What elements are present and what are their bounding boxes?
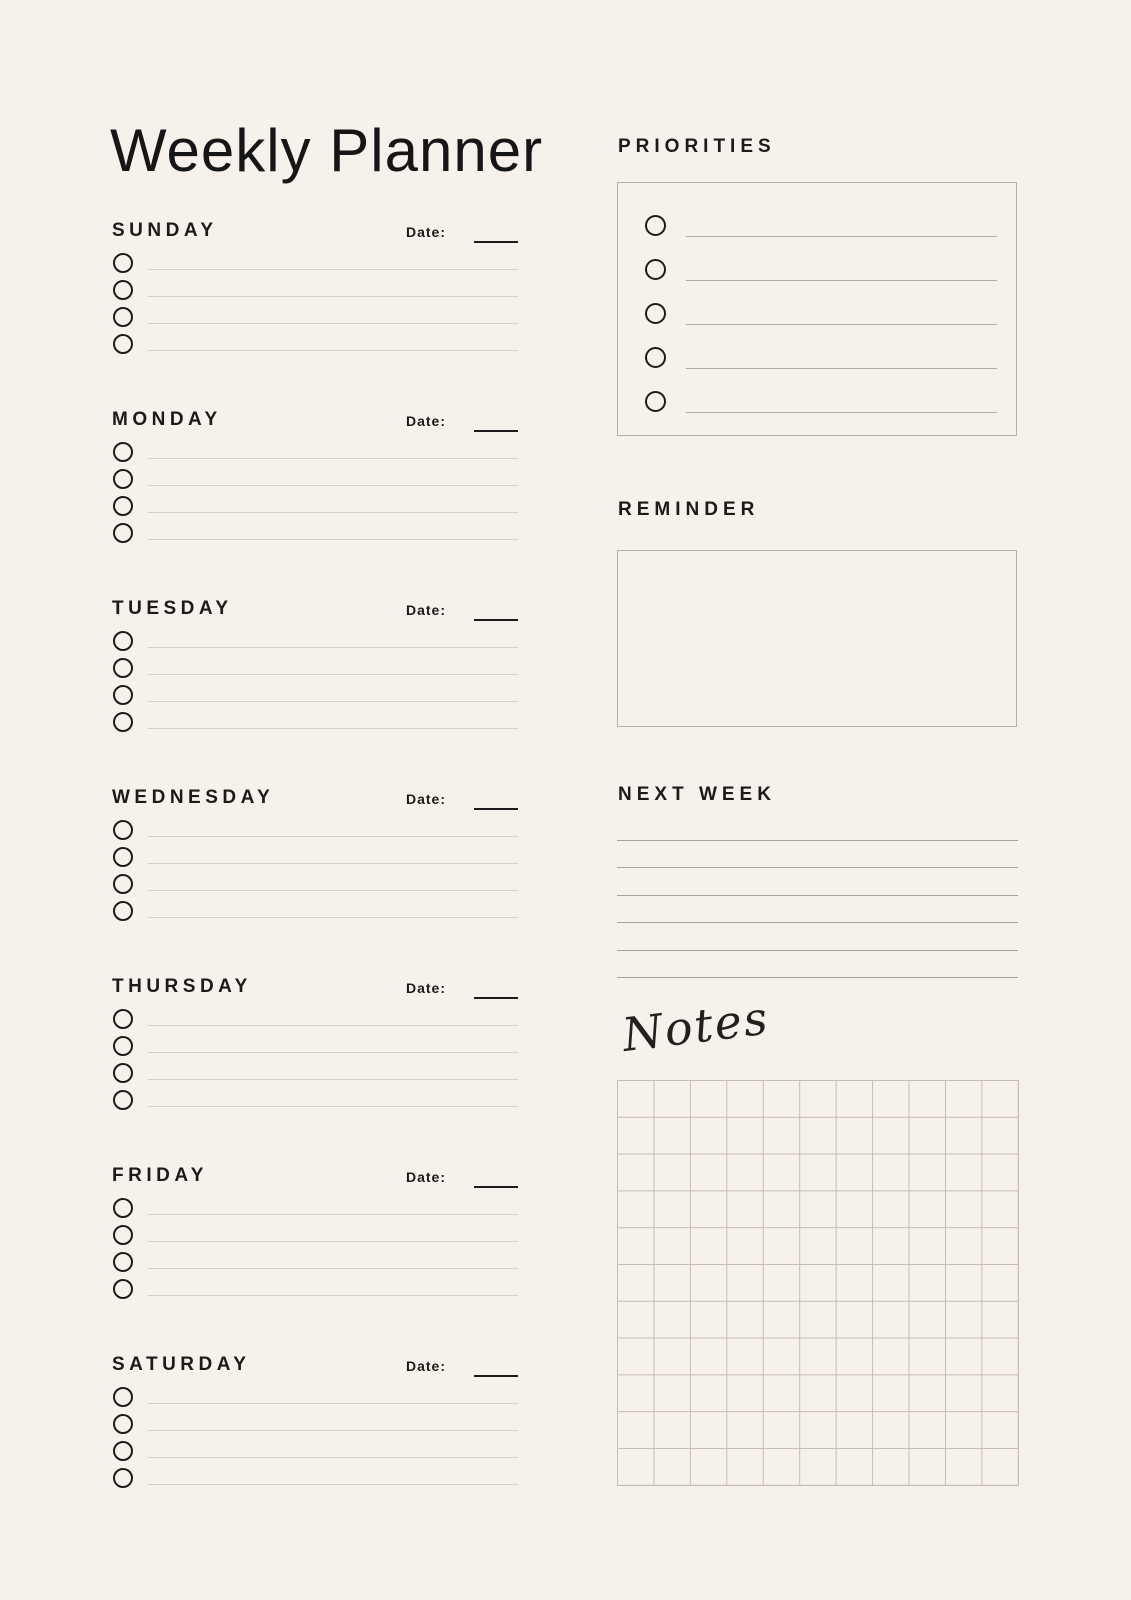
day-header (112, 1354, 518, 1374)
checkbox-circle-icon[interactable] (113, 1468, 133, 1488)
todo-row (112, 1468, 518, 1490)
date-blank-line[interactable] (474, 808, 518, 810)
checkbox-circle-icon[interactable] (113, 280, 133, 300)
checkbox-circle-icon[interactable] (113, 442, 133, 462)
todo-row (112, 712, 518, 734)
priorities-box (617, 182, 1017, 436)
todo-row (112, 334, 518, 356)
reminder-box[interactable] (617, 550, 1017, 727)
page-title: Weekly Planner (110, 117, 544, 184)
day-header (112, 787, 518, 807)
checkbox-circle-icon[interactable] (113, 307, 133, 327)
todo-row (112, 820, 518, 842)
checkbox-circle-icon[interactable] (645, 215, 666, 236)
todo-blank-line[interactable] (148, 1403, 518, 1404)
todo-row (112, 1225, 518, 1247)
date-blank-line[interactable] (474, 241, 518, 243)
priority-row (618, 259, 1016, 283)
todo-row (112, 1279, 518, 1301)
todo-blank-line[interactable] (148, 1295, 518, 1296)
todo-row (112, 1387, 518, 1409)
date-label: Date: (405, 1358, 446, 1374)
todo-blank-line[interactable] (148, 917, 518, 918)
checkbox-circle-icon[interactable] (113, 1252, 133, 1272)
priority-blank-line[interactable] (686, 412, 997, 413)
date-label: Date: (405, 980, 446, 996)
checkbox-circle-icon[interactable] (113, 496, 133, 516)
todo-row (112, 523, 518, 545)
day-name-label: SUNDAY (112, 220, 218, 241)
priority-blank-line[interactable] (686, 280, 997, 281)
checkbox-circle-icon[interactable] (113, 712, 133, 732)
date-label: Date: (405, 413, 446, 429)
date-label: Date: (405, 1169, 446, 1185)
notes-grid[interactable] (617, 1080, 1019, 1486)
todo-blank-line[interactable] (148, 1241, 518, 1242)
date-blank-line[interactable] (474, 619, 518, 621)
date-field (406, 1359, 518, 1374)
checkbox-circle-icon[interactable] (113, 523, 133, 543)
todo-blank-line[interactable] (148, 1079, 518, 1080)
todo-row (112, 1441, 518, 1463)
todo-row (112, 253, 518, 275)
checkbox-circle-icon[interactable] (113, 1036, 133, 1056)
date-blank-line[interactable] (474, 997, 518, 999)
priority-row (618, 303, 1016, 327)
next-week-blank-line[interactable] (617, 922, 1018, 923)
day-section (112, 787, 518, 976)
day-name-label: TUESDAY (112, 598, 233, 619)
date-blank-line[interactable] (474, 1375, 518, 1377)
todo-row (112, 685, 518, 707)
priority-blank-line[interactable] (686, 368, 997, 369)
todo-row (112, 1063, 518, 1085)
checkbox-circle-icon[interactable] (113, 820, 133, 840)
next-week-heading: NEXT WEEK (618, 784, 776, 805)
next-week-blank-line[interactable] (617, 895, 1018, 896)
todo-blank-line[interactable] (148, 863, 518, 864)
todo-row (112, 307, 518, 329)
checkbox-circle-icon[interactable] (113, 253, 133, 273)
todo-row (112, 901, 518, 923)
checkbox-circle-icon[interactable] (113, 901, 133, 921)
next-week-blank-line[interactable] (617, 950, 1018, 951)
todo-row (112, 847, 518, 869)
todo-blank-line[interactable] (148, 1025, 518, 1026)
day-header (112, 220, 518, 240)
checkbox-circle-icon[interactable] (113, 1225, 133, 1245)
checkbox-circle-icon[interactable] (113, 1441, 133, 1461)
date-field (406, 981, 518, 996)
checkbox-circle-icon[interactable] (113, 1090, 133, 1110)
checkbox-circle-icon[interactable] (113, 685, 133, 705)
checkbox-circle-icon[interactable] (645, 347, 666, 368)
todo-row (112, 631, 518, 653)
todo-row (112, 1198, 518, 1220)
day-header (112, 976, 518, 996)
todo-blank-line[interactable] (148, 1052, 518, 1053)
todo-blank-line[interactable] (148, 1214, 518, 1215)
date-label: Date: (405, 224, 446, 240)
todo-row (112, 1036, 518, 1058)
todo-blank-line[interactable] (148, 269, 518, 270)
todo-row (112, 469, 518, 491)
todo-row (112, 874, 518, 896)
day-section (112, 1165, 518, 1354)
checkbox-circle-icon[interactable] (113, 469, 133, 489)
todo-blank-line[interactable] (148, 296, 518, 297)
checkbox-circle-icon[interactable] (645, 391, 666, 412)
day-section (112, 409, 518, 598)
date-blank-line[interactable] (474, 1186, 518, 1188)
checkbox-circle-icon[interactable] (645, 303, 666, 324)
checkbox-circle-icon[interactable] (113, 658, 133, 678)
date-field (406, 1170, 518, 1185)
checkbox-circle-icon[interactable] (113, 1387, 133, 1407)
day-name-label: FRIDAY (112, 1165, 208, 1186)
priority-blank-line[interactable] (686, 236, 997, 237)
todo-blank-line[interactable] (148, 674, 518, 675)
todo-blank-line[interactable] (148, 728, 518, 729)
todo-blank-line[interactable] (148, 701, 518, 702)
checkbox-circle-icon[interactable] (113, 1063, 133, 1083)
priorities-heading: PRIORITIES (618, 136, 776, 157)
notes-heading: Notes (619, 990, 773, 1062)
todo-blank-line[interactable] (148, 836, 518, 837)
todo-blank-line[interactable] (148, 485, 518, 486)
priority-row (618, 347, 1016, 371)
priority-row (618, 391, 1016, 415)
date-field (406, 603, 518, 618)
todo-row (112, 496, 518, 518)
next-week-blank-line[interactable] (617, 867, 1018, 868)
todo-blank-line[interactable] (148, 1106, 518, 1107)
day-name-label: WEDNESDAY (112, 787, 275, 808)
checkbox-circle-icon[interactable] (645, 259, 666, 280)
todo-blank-line[interactable] (148, 458, 518, 459)
date-field (406, 225, 518, 240)
todo-blank-line[interactable] (148, 350, 518, 351)
day-header (112, 409, 518, 429)
todo-blank-line[interactable] (148, 890, 518, 891)
checkbox-circle-icon[interactable] (113, 631, 133, 651)
todo-row (112, 1252, 518, 1274)
todo-blank-line[interactable] (148, 1430, 518, 1431)
date-field (406, 792, 518, 807)
next-week-blank-line[interactable] (617, 840, 1018, 841)
day-section (112, 976, 518, 1165)
todo-row (112, 280, 518, 302)
checkbox-circle-icon[interactable] (113, 874, 133, 894)
checkbox-circle-icon[interactable] (113, 1279, 133, 1299)
todo-blank-line[interactable] (148, 539, 518, 540)
priority-blank-line[interactable] (686, 324, 997, 325)
todo-row (112, 1090, 518, 1112)
day-name-label: SATURDAY (112, 1354, 251, 1375)
checkbox-circle-icon[interactable] (113, 1414, 133, 1434)
todo-blank-line[interactable] (148, 512, 518, 513)
day-header (112, 1165, 518, 1185)
checkbox-circle-icon[interactable] (113, 334, 133, 354)
day-header (112, 598, 518, 618)
todo-row (112, 1009, 518, 1031)
todo-blank-line[interactable] (148, 1457, 518, 1458)
day-name-label: MONDAY (112, 409, 222, 430)
checkbox-circle-icon[interactable] (113, 1198, 133, 1218)
todo-row (112, 658, 518, 680)
checkbox-circle-icon[interactable] (113, 1009, 133, 1029)
todo-blank-line[interactable] (148, 1484, 518, 1485)
todo-row (112, 1414, 518, 1436)
day-section (112, 598, 518, 787)
date-blank-line[interactable] (474, 430, 518, 432)
todo-blank-line[interactable] (148, 1268, 518, 1269)
date-field (406, 414, 518, 429)
checkbox-circle-icon[interactable] (113, 847, 133, 867)
days-column (112, 220, 518, 1543)
todo-blank-line[interactable] (148, 323, 518, 324)
date-label: Date: (405, 791, 446, 807)
day-name-label: THURSDAY (112, 976, 252, 997)
priority-row (618, 215, 1016, 239)
day-section (112, 220, 518, 409)
reminder-heading: REMINDER (618, 499, 760, 520)
date-label: Date: (405, 602, 446, 618)
next-week-blank-line[interactable] (617, 977, 1018, 978)
todo-row (112, 442, 518, 464)
todo-blank-line[interactable] (148, 647, 518, 648)
day-section (112, 1354, 518, 1543)
